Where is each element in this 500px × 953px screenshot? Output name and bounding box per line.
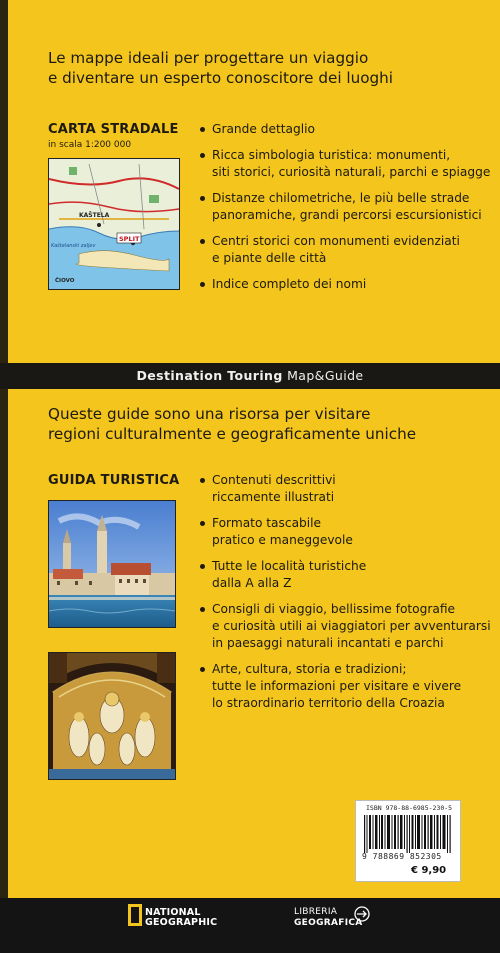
- map-feature-text: panoramiche, grandi percorsi escursionistici: [212, 208, 482, 222]
- price-label: € 9,90: [411, 865, 447, 876]
- guide-feature-text: Tutte le località turistiche: [212, 559, 367, 573]
- isbn-text: ISBN 978-88-6985-230-5: [366, 804, 453, 812]
- barcode-icon: [364, 815, 452, 853]
- map-feature-text: Grande dettaglio: [212, 122, 315, 136]
- map-label-kastela: KAŠTELA: [79, 212, 110, 219]
- map-scale-label: in scala 1:200 000: [48, 140, 132, 150]
- guide-feature-item: [200, 472, 496, 506]
- ng-line-1: NATIONAL: [145, 907, 201, 918]
- road-map-image: [48, 158, 180, 290]
- guide-feature-text: tutte le informazioni per visitare e vivere: [212, 679, 462, 693]
- series-name-rest: Map&Guide: [282, 368, 364, 383]
- ng-line-2: GEOGRAPHIC: [145, 917, 218, 928]
- national-geographic-logo-icon: [128, 904, 142, 926]
- guide-feature-text: Formato tascabile: [212, 516, 322, 530]
- map-heading-line-2: e diventare un esperto conoscitore dei luoghi: [48, 69, 393, 87]
- map-feature-item: [200, 121, 496, 138]
- guide-feature-item: [200, 558, 496, 592]
- map-feature-text: Centri storici con monumenti evidenziati: [212, 234, 460, 248]
- map-heading-line-1: Le mappe ideali per progettare un viaggio: [48, 49, 369, 67]
- map-feature-item: [200, 147, 496, 181]
- map-label-bay: Kaštelanski zaljev: [51, 243, 96, 249]
- left-edge: [0, 0, 8, 953]
- guide-feature-text: Consigli di viaggio, bellissime fotografie: [212, 602, 456, 616]
- map-section-label: CARTA STRADALE: [48, 122, 179, 137]
- guide-section-heading: [48, 404, 488, 444]
- map-section-heading: [48, 48, 488, 88]
- guide-feature-item: [200, 515, 496, 549]
- map-feature-item: [200, 190, 496, 224]
- guide-feature-text: Arte, cultura, storia e tradizioni;: [212, 662, 407, 676]
- guide-feature-list: [200, 472, 496, 721]
- map-feature-list: [200, 121, 496, 302]
- guide-feature-text: pratico e maneggevole: [212, 533, 353, 547]
- barcode-numbers: 9 788869 852305: [362, 852, 442, 861]
- guide-section-label: GUIDA TURISTICA: [48, 473, 180, 488]
- guide-feature-item: [200, 601, 496, 652]
- map-label-split: SPLIT: [119, 235, 140, 243]
- guide-heading-line-2: regioni culturalmente e geograficamente uniche: [48, 425, 417, 443]
- guide-heading-line-1: Queste guide sono una risorsa per visitare: [48, 405, 371, 423]
- map-feature-text: Ricca simbologia turistica: monumenti,: [212, 148, 451, 162]
- guide-feature-text: e curiosità utili ai viaggiatori per avventurarsi: [212, 619, 491, 633]
- map-feature-text: Indice completo dei nomi: [212, 277, 367, 291]
- barcode-panel: [355, 800, 461, 882]
- map-feature-item: [200, 233, 496, 267]
- mosaic-photo: [48, 652, 176, 780]
- national-geographic-wordmark: [145, 908, 217, 928]
- town-photo: [48, 500, 176, 628]
- guide-feature-text: riccamente illustrati: [212, 490, 335, 504]
- guide-feature-text: lo straordinario territorio della Croazia: [212, 696, 445, 710]
- map-feature-text: Distanze chilometriche, le più belle strade: [212, 191, 470, 205]
- guide-feature-item: [200, 661, 496, 712]
- globe-arrow-icon: [353, 905, 371, 923]
- map-feature-item: [200, 276, 496, 293]
- map-feature-text: siti storici, curiosità naturali, parchi e spiagge: [212, 165, 491, 179]
- guide-feature-text: in paesaggi naturali incantati e parchi: [212, 636, 444, 650]
- map-label-ciovo: ČIOVO: [55, 278, 75, 284]
- series-name-bold: Destination Touring: [136, 368, 283, 383]
- map-feature-text: e piante delle città: [212, 251, 327, 265]
- guide-feature-text: dalla A alla Z: [212, 576, 292, 590]
- lib-line-1: LIBRERIA: [294, 907, 338, 917]
- footer-bar: [0, 898, 500, 953]
- lib-line-2: GEOGRAFICA: [294, 918, 363, 928]
- guide-feature-text: Contenuti descrittivi: [212, 473, 336, 487]
- series-band: [0, 363, 500, 389]
